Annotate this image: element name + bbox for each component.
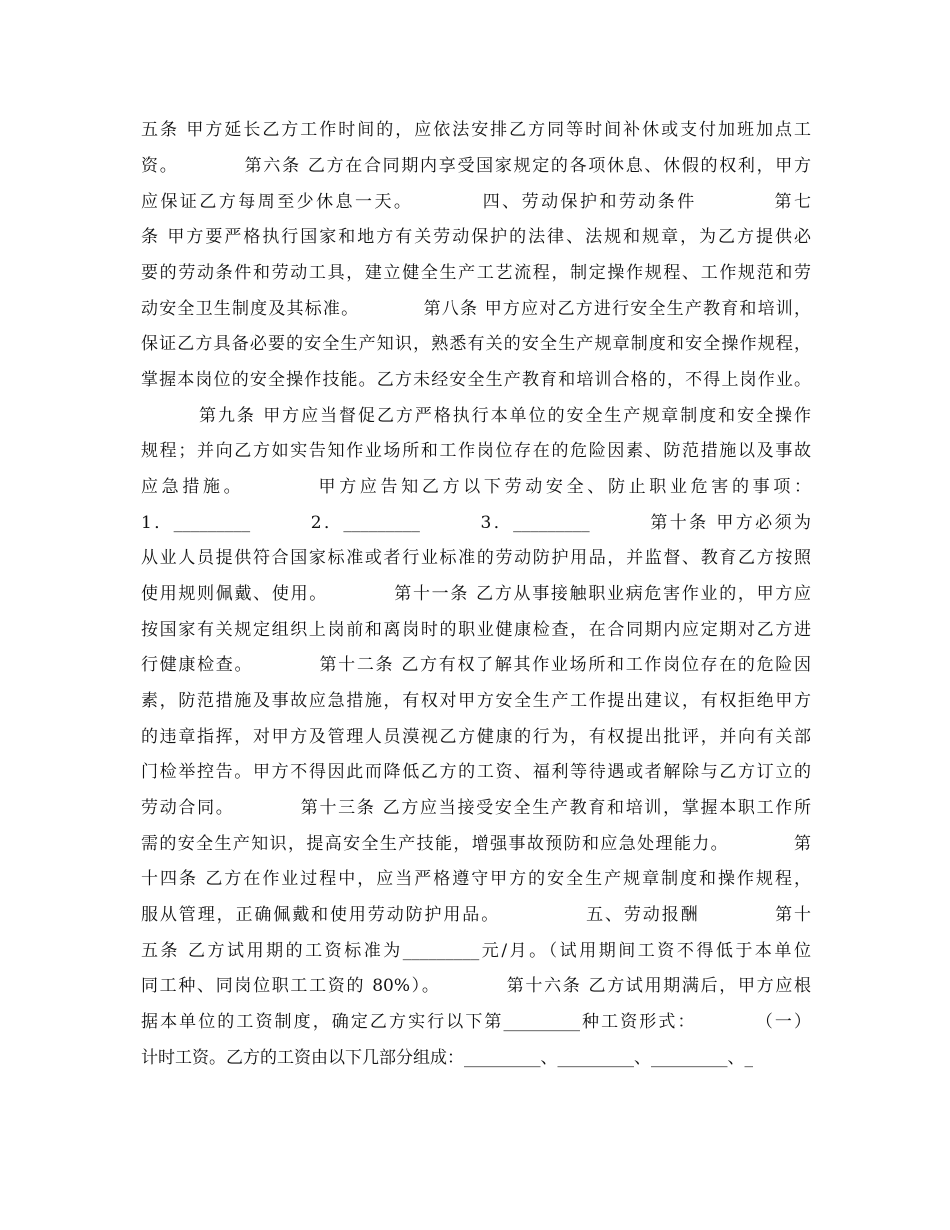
text-line: 1．_________ 2．_________ 3．_________ 第十条 甲方必须为 [141,513,811,533]
text-line: 保证乙方具备必要的安全生产知识，熟悉有关的安全生产规章制度和安全操作规程， [141,334,811,354]
text-line: 的违章指挥，对甲方及管理人员漠视乙方健康的行为，有权提出批评，并向有关部 [141,727,811,747]
text-line: 掌握本岗位的安全操作技能。乙方未经安全生产教育和培训合格的，不得上岗作业。 [141,370,811,390]
text-line: 第九条 甲方应当督促乙方严格执行本单位的安全生产规章制度和安全操作 [199,406,811,426]
text-line: 计时工资。乙方的工资由以下几部分组成：_________、_________、_________、_ [141,1048,753,1068]
text-line: 据本单位的工资制度，确定乙方实行以下第_________种工资形式： （一） [141,1012,811,1032]
text-line: 劳动合同。 第十三条 乙方应当接受安全生产教育和培训，掌握本职工作所 [141,798,811,818]
text-line: 应急措施。 甲方应告知乙方以下劳动安全、防止职业危害的事项： [141,477,811,497]
text-line: 条 甲方要严格执行国家和地方有关劳动保护的法律、法规和规章，为乙方提供必 [141,227,811,247]
text-line: 需的安全生产知识，提高安全生产技能，增强事故预防和应急处理能力。 第 [141,834,811,854]
text-line: 素，防范措施及事故应急措施，有权对甲方安全生产工作提出建议，有权拒绝甲方 [141,691,811,711]
text-line: 门检举控告。甲方不得因此而降低乙方的工资、福利等待遇或者解除与乙方订立的 [141,762,811,782]
text-line: 应保证乙方每周至少休息一天。 四、劳动保护和劳动条件 第七 [141,192,811,212]
text-line: 按国家有关规定组织上岗前和离岗时的职业健康检查，在合同期内应定期对乙方进 [141,620,811,640]
text-line: 使用规则佩戴、使用。 第十一条 乙方从事接触职业病危害作业的，甲方应 [141,584,811,604]
text-line: 五条 乙方试用期的工资标准为_________元/月。（试用期间工资不得低于本单位 [141,941,811,961]
text-line: 规程；并向乙方如实告知作业场所和工作岗位存在的危险因素、防范措施以及事故 [141,441,811,461]
text-line: 资。 第六条 乙方在合同期内享受国家规定的各项休息、休假的权利，甲方 [141,156,811,176]
text-line: 要的劳动条件和劳动工具，建立健全生产工艺流程，制定操作规程、工作规范和劳 [141,263,811,283]
text-line: 五条 甲方延长乙方工作时间的，应依法安排乙方同等时间补休或支付加班加点工 [141,120,811,140]
text-line: 行健康检查。 第十二条 乙方有权了解其作业场所和工作岗位存在的危险因 [141,655,811,675]
text-line: 从业人员提供符合国家标准或者行业标准的劳动防护用品，并监督、教育乙方按照 [141,548,811,568]
text-line: 十四条 乙方在作业过程中，应当严格遵守甲方的安全生产规章制度和操作规程， [141,869,811,889]
text-line: 服从管理，正确佩戴和使用劳动防护用品。 五、劳动报酬 第十 [141,905,811,925]
text-line: 动安全卫生制度及其标准。 第八条 甲方应对乙方进行安全生产教育和培训， [141,299,811,319]
text-line: 同工种、同岗位职工工资的 80%）。 第十六条 乙方试用期满后，甲方应根 [141,976,811,996]
